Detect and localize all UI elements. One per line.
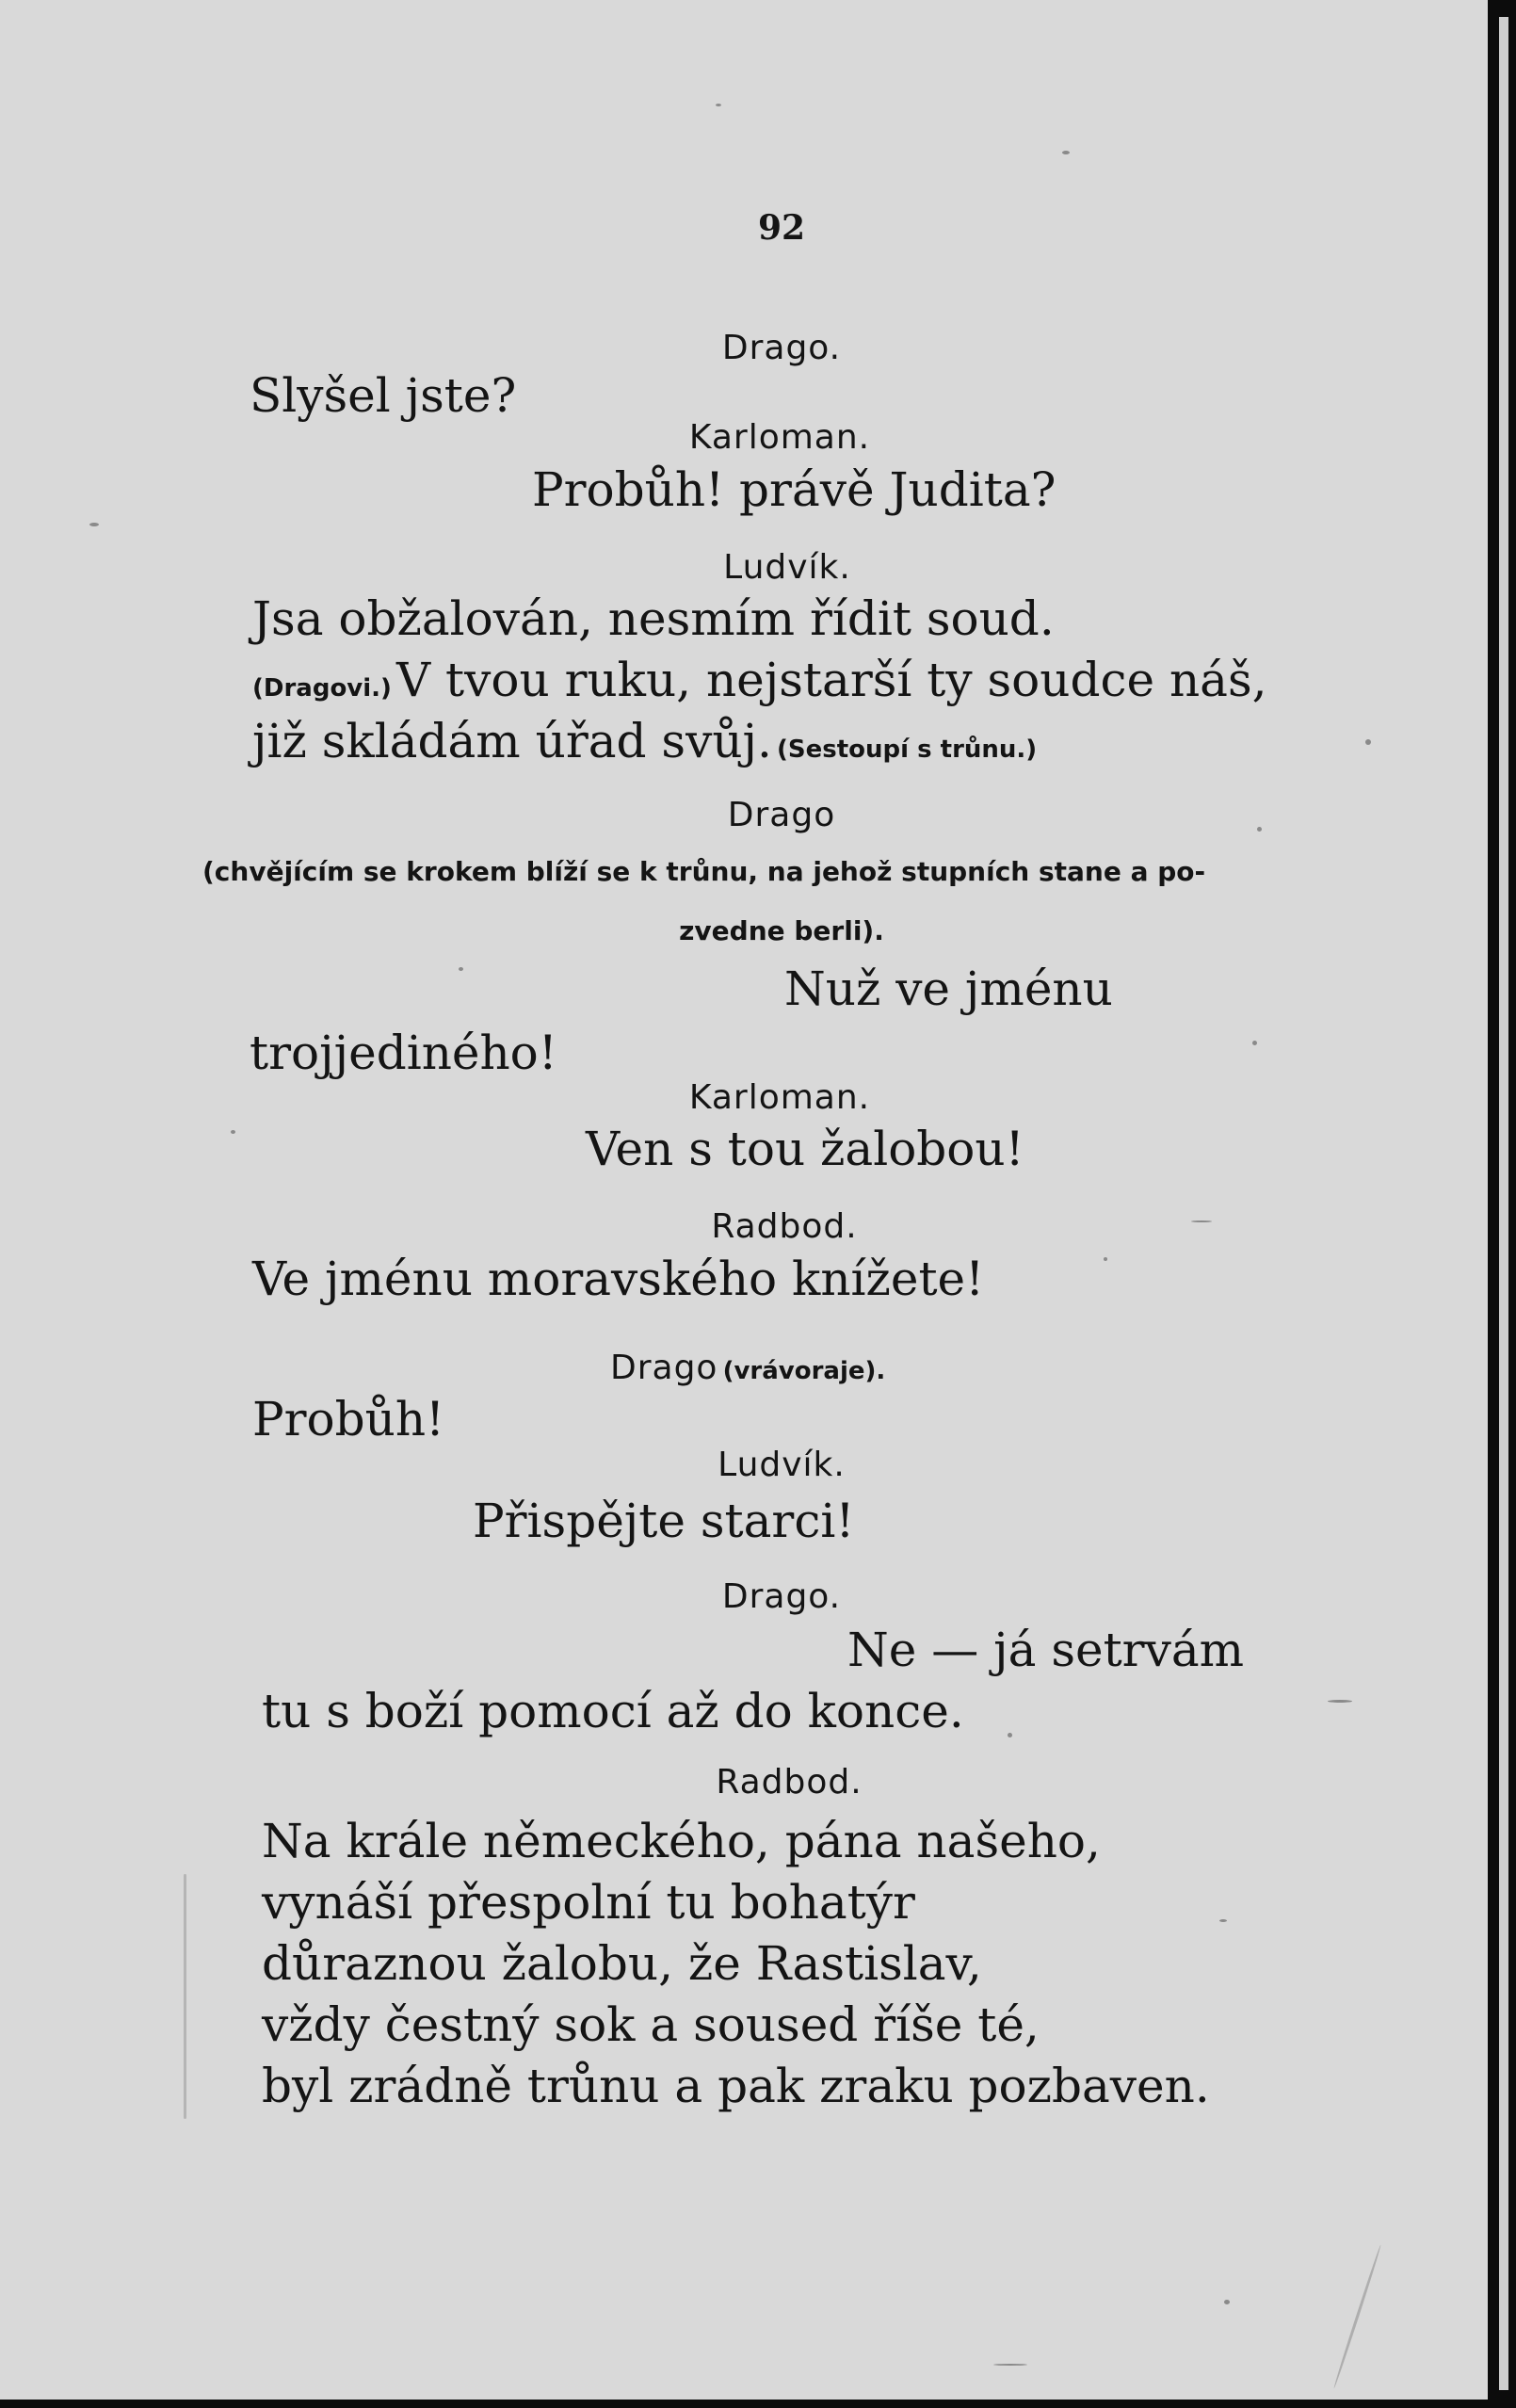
verse-line: Ven s tou žalobou! — [586, 1122, 1024, 1176]
verse-line: důraznou žalobu, že Rastislav, — [262, 1936, 982, 1991]
speaker-ludvik: Ludvík. — [718, 1446, 846, 1484]
verse-line: Slyšel jste? — [250, 368, 517, 423]
verse-line: Ve jménu moravského knížete! — [252, 1252, 985, 1306]
speaker-drago: Drago. — [721, 329, 842, 367]
verse-line: trojjediného! — [250, 1026, 557, 1080]
stage-direction: (chvějícím se krokem blíží se k trůnu, na jehož stupních stane a po- — [202, 856, 1206, 887]
stage-direction: (Sestoupí s trůnu.) — [777, 735, 1038, 764]
next-page-edge — [1499, 17, 1508, 2390]
paper-speck — [716, 104, 721, 106]
verse-text: již skládám úřad svůj. — [252, 714, 772, 768]
paper-speck — [1365, 739, 1371, 745]
paper-speck — [1224, 2300, 1230, 2304]
speaker-radbod: Radbod. — [716, 1763, 863, 1802]
stage-direction: (vrávoraje). — [722, 1357, 886, 1385]
paper-speck — [993, 2364, 1027, 2366]
verse-line: vždy čestný sok a soused říše té, — [262, 1997, 1040, 2052]
speaker-line-with-direction — [610, 1351, 885, 1385]
speaker-karloman: Karloman. — [688, 418, 871, 457]
page-number: 92 — [757, 208, 806, 248]
speaker-drago: Drago. — [721, 1577, 842, 1616]
speaker-drago: Drago — [610, 1349, 718, 1387]
paper-speck — [1219, 1919, 1227, 1922]
scan-edge — [1488, 0, 1499, 2408]
stage-direction: zvedne berli). — [679, 915, 884, 946]
paper-speck — [1332, 2244, 1381, 2388]
paper-speck — [1062, 151, 1070, 154]
paper-speck — [1328, 1700, 1352, 1703]
verse-line: Jsa obžalován, nesmím řídit soud. — [252, 591, 1055, 646]
speaker-drago: Drago — [727, 796, 836, 834]
verse-line: Probůh! právě Judita? — [532, 462, 1056, 517]
verse-line: tu s boží pomocí až do konce. — [262, 1684, 964, 1738]
speaker-radbod: Radbod. — [711, 1207, 858, 1246]
verse-line: Přispějte starci! — [473, 1494, 855, 1548]
paper-speck — [459, 967, 463, 971]
speaker-karloman: Karloman. — [688, 1078, 871, 1117]
stage-direction: (Dragovi.) — [252, 674, 392, 703]
paper-speck — [231, 1130, 235, 1134]
paper-speck — [1252, 1041, 1257, 1045]
paper-speck — [1191, 1220, 1212, 1222]
verse-line: vynáší přespolní tu bohatýr — [262, 1875, 915, 1930]
verse-line-with-direction — [252, 653, 1267, 707]
verse-line: Nuž ve jménu — [784, 962, 1113, 1016]
paper-speck — [1257, 827, 1262, 832]
speaker-ludvik: Ludvík. — [723, 548, 851, 587]
paper-speck — [1008, 1733, 1012, 1737]
verse-text: V tvou ruku, nejstarší ty soudce náš, — [396, 653, 1267, 707]
paper-speck — [89, 523, 99, 526]
verse-line: Ne — já setrvám — [847, 1623, 1245, 1677]
paper-speck — [184, 1874, 186, 2119]
verse-line: byl zrádně trůnu a pak zraku pozbaven. — [262, 2059, 1210, 2113]
verse-line: Na krále německého, pána našeho, — [262, 1814, 1101, 1868]
verse-line-with-direction — [252, 714, 1038, 768]
paper-speck — [1104, 1257, 1107, 1261]
verse-line: Probůh! — [252, 1392, 445, 1446]
